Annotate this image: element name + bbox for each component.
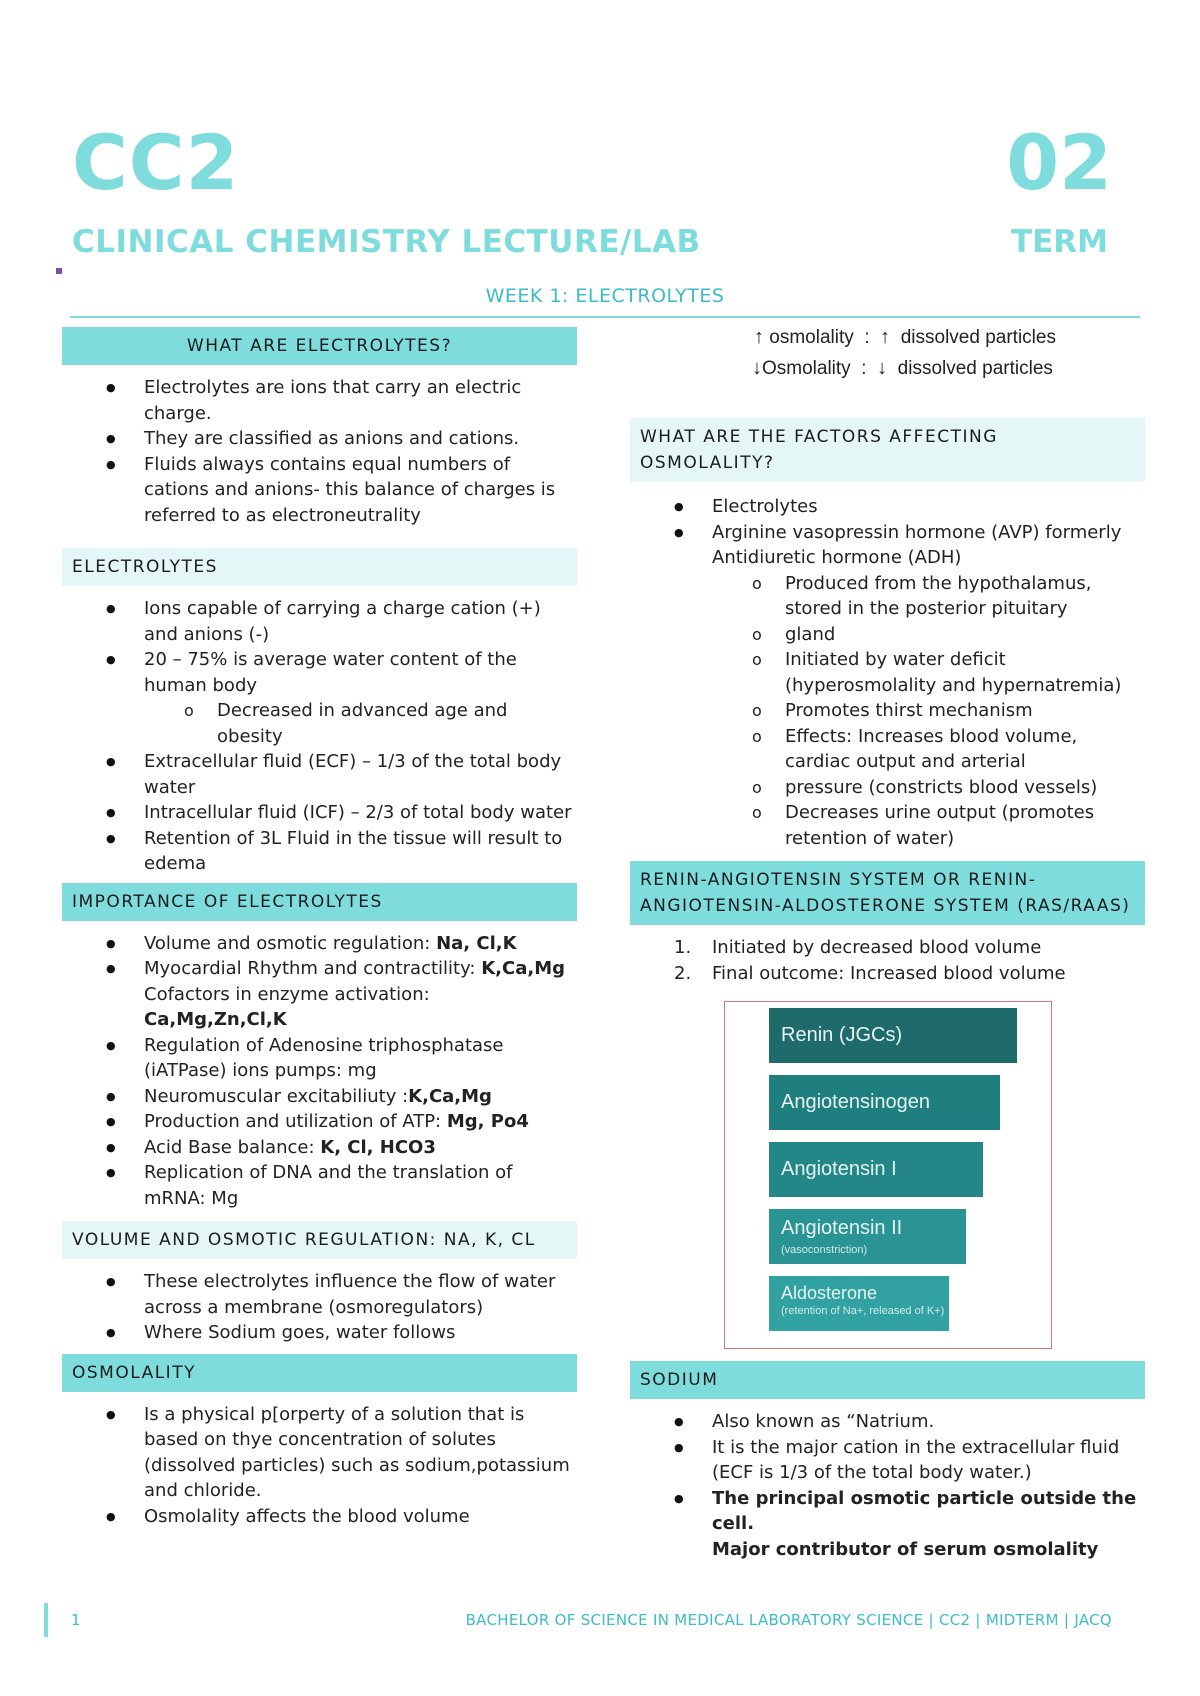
list-item-continued: based on thye concentration of solutes [144, 1429, 496, 1450]
list-item: ● Is a physical p[orperty of a solution that is [62, 1402, 577, 1428]
list-item: ● They are classified as anions and cations. [62, 426, 577, 452]
list-item: ● Arginine vasopressin hormone (AVP) formerly [630, 520, 1145, 546]
raas-list [630, 935, 1145, 986]
osmolality-increase-line: ↑ osmolality : ↑ dissolved particles [754, 326, 1056, 348]
list-item-continued: Major contributor of serum osmolality [712, 1538, 1099, 1560]
right-column [630, 418, 1145, 986]
raas-diagram [724, 1001, 1052, 1349]
list-item-continued: water [144, 776, 196, 798]
list-item: ● The principal osmotic particle outside the cell. [630, 1486, 1145, 1537]
list-item: ● Volume and osmotic regulation: Na, Cl,K [62, 931, 577, 957]
numbered-item: 1. Initiated by decreased blood volume [674, 937, 1042, 958]
term-label: TERM [1010, 224, 1108, 260]
sub-list-item: o pressure (constricts blood vessels) [630, 775, 1145, 801]
list-item-continued: (iATPase) ions pumps: mg [144, 1060, 377, 1081]
diagram-step-renin: Renin (JGCs) [769, 1008, 1017, 1063]
footer-text: BACHELOR OF SCIENCE IN MEDICAL LABORATORY SCIENCE | CC2 | MIDTERM | JACQ [465, 1611, 1112, 1629]
page-number: 1 [71, 1611, 81, 1629]
sodium-list [630, 1409, 1145, 1562]
section-header-electrolytes: ELECTROLYTES [62, 548, 577, 586]
week-title: WEEK 1: ELECTROLYTES [485, 285, 725, 307]
list-item: ● Acid Base balance: K, Cl, HCO3 [62, 1135, 577, 1161]
list-item-continued: cations and anions- this balance of charges is [144, 479, 556, 500]
list-item: ● These electrolytes influence the flow of water [62, 1269, 577, 1295]
sub-list-item: o Effects: Increases blood volume, [630, 724, 1145, 750]
list-item-continued: (ECF is 1/3 of the total body water.) [712, 1462, 1032, 1483]
osmolality-list [62, 1402, 577, 1530]
diagram-step-angiotensin-ii: Angiotensin II (vasoconstriction) [769, 1209, 966, 1264]
left-column [62, 327, 577, 1529]
section-header-importance: IMPORTANCE OF ELECTROLYTES [62, 883, 577, 921]
diagram-step-angiotensin-i: Angiotensin I [769, 1142, 983, 1197]
sub-list-item-continued: (hyperosmolality and hypernatremia) [785, 674, 1122, 696]
diagram-step-angiotensinogen: Angiotensinogen [769, 1075, 1000, 1130]
list-item: ● Intracellular fluid (ICF) – 2/3 of total body water [62, 800, 577, 826]
section-header-what-are-electrolytes: WHAT ARE ELECTROLYTES? [62, 327, 577, 365]
list-item: ● Extracellular fluid (ECF) – 1/3 of the total body [62, 749, 577, 775]
electrolytes-list [62, 596, 577, 877]
divider [70, 316, 1140, 318]
list-item: ● Electrolytes are ions that carry an electric [62, 375, 577, 401]
osmolality-decrease-line: ↓Osmolality : ↓ dissolved particles [752, 357, 1053, 379]
list-item-continued: edema [144, 853, 207, 874]
list-item-continued: and anions (-) [144, 623, 270, 645]
list-item: ● Neuromuscular excitabiliuty :K,Ca,Mg [62, 1084, 577, 1110]
sub-list-item: o Produced from the hypothalamus, [630, 571, 1145, 597]
list-item-continued: Cofactors in enzyme activation: Ca,Mg,Zn,Cl,K [144, 983, 430, 1030]
sub-list-item-continued: cardiac output and arterial [785, 751, 1026, 772]
sodium-section [630, 1361, 1145, 1562]
list-item-continued: and chloride. [144, 1480, 262, 1501]
list-item: ● Fluids always contains equal numbers of [62, 452, 577, 478]
footer-accent-bar [44, 1603, 48, 1637]
list-item-continued: Antidiuretic hormone (ADH) [712, 547, 962, 568]
volume-list [62, 1269, 577, 1346]
list-item-continued: across a membrane (osmoregulators) [144, 1296, 484, 1318]
what-are-list [62, 375, 577, 528]
numbered-item: 2. Final outcome: Increased blood volume [674, 962, 1066, 984]
sub-list-item-continued: stored in the posterior pituitary [785, 598, 1068, 619]
diagram-step-aldosterone: Aldosterone (retention of Na+, released of K+) [769, 1276, 949, 1331]
list-item-continued: charge. [144, 402, 212, 424]
section-header-osmolality: OSMOLALITY [62, 1354, 577, 1392]
section-header-factors: WHAT ARE THE FACTORS AFFECTING OSMOLALITY? [630, 418, 1145, 482]
section-header-volume-osmotic: VOLUME AND OSMOTIC REGULATION: NA, K, CL [62, 1221, 577, 1259]
list-item: ● Regulation of Adenosine triphosphatase [62, 1033, 577, 1059]
sub-list-item: o Initiated by water deficit [630, 647, 1145, 673]
list-item: ● Production and utilization of ATP: Mg, Po4 [62, 1109, 577, 1135]
list-item-continued: human body [144, 674, 258, 696]
document-subtitle: CLINICAL CHEMISTRY LECTURE/LAB [72, 224, 701, 260]
list-item-continued: mRNA: Mg [144, 1187, 239, 1209]
list-item: ● Also known as “Natrium. [630, 1409, 1145, 1435]
sub-list-item-continued: retention of water) [785, 827, 955, 849]
sub-list-item: o Decreases urine output (promotes [630, 800, 1145, 826]
list-item: ● Retention of 3L Fluid in the tissue will result to [62, 826, 577, 852]
sub-list-item-continued: obesity [217, 725, 283, 747]
term-number: 02 [1006, 118, 1112, 207]
list-item: ● Where Sodium goes, water follows [62, 1320, 577, 1346]
list-item: ● Ions capable of carrying a charge cation (+) [62, 596, 577, 622]
list-item-continued: referred to as electroneutrality [144, 504, 421, 526]
list-item-continued: (dissolved particles) such as sodium,potassium [144, 1454, 570, 1476]
sub-list-item: o Promotes thirst mechanism [630, 698, 1145, 724]
list-item: ● Replication of DNA and the translation of [62, 1160, 577, 1186]
section-header-sodium: SODIUM [630, 1361, 1145, 1399]
list-item: ● Myocardial Rhythm and contractility: K,Ca,Mg [62, 956, 577, 982]
list-item: ● Osmolality affects the blood volume [62, 1504, 577, 1530]
course-code: CC2 [72, 118, 240, 207]
factors-list [630, 494, 1145, 851]
importance-list [62, 931, 577, 1212]
list-item: ● Electrolytes [630, 494, 1145, 520]
list-item: ● It is the major cation in the extracellular fluid [630, 1435, 1145, 1461]
section-header-raas: RENIN-ANGIOTENSIN SYSTEM OR RENIN- ANGIOTENSIN-ALDOSTERONE SYSTEM (RAS/RAAS) [630, 861, 1145, 925]
sub-list-item: o gland [630, 622, 1145, 648]
sub-list-item: o Decreased in advanced age and [62, 698, 577, 724]
bullet-marker [56, 268, 62, 274]
list-item: ● 20 – 75% is average water content of the [62, 647, 577, 673]
